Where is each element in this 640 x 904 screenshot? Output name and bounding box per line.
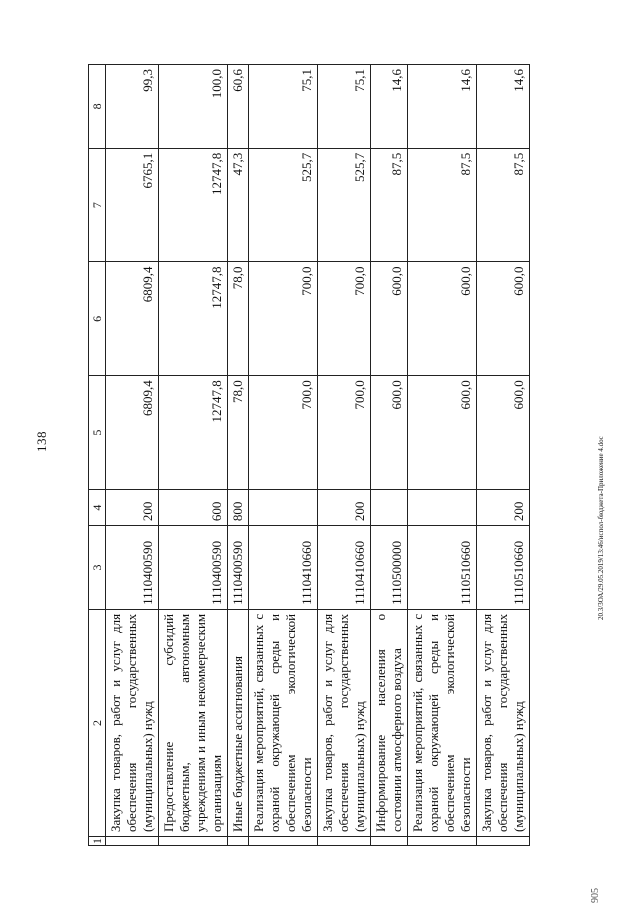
row-value-5: 600,0: [408, 376, 477, 490]
row-value-8: 99,3: [106, 65, 159, 149]
row-value-7: 47,3: [228, 148, 249, 262]
table-row: [371, 65, 408, 846]
row-code: 1110400590: [106, 526, 159, 610]
column-number-row: [89, 65, 106, 846]
column-header: 6: [89, 262, 106, 376]
row-value-7: 525,7: [318, 148, 371, 262]
table-row: [228, 65, 249, 846]
column-header: 1: [90, 838, 104, 844]
budget-execution-table: [88, 64, 530, 846]
column-header: 5: [89, 376, 106, 490]
footer-file-path: 20.3/3ОА/29.05.2019/13:46/испол-бюджета-Приложение 4.doc: [597, 436, 605, 620]
row-kind: [371, 490, 408, 526]
row-name: Реализация мероприятий, связанных с охраной окружающей среды и обеспечением экологической безопасности: [408, 609, 477, 836]
row-value-6: 600,0: [408, 262, 477, 376]
row-name: Реализация мероприятий, связанных с охраной окружающей среды и обеспечением экологической безопасности: [249, 609, 318, 836]
column-header: 3: [89, 526, 106, 610]
row-value-6: 700,0: [249, 262, 318, 376]
row-value-6: 600,0: [371, 262, 408, 376]
table-row: [249, 65, 318, 846]
row-empty-cell: [228, 837, 249, 846]
row-value-6: 700,0: [318, 262, 371, 376]
row-code: 1110400590: [228, 526, 249, 610]
page-number: 138: [34, 431, 49, 452]
row-value-6: 12747,8: [159, 262, 228, 376]
row-value-5: 700,0: [249, 376, 318, 490]
row-empty-cell: [106, 837, 159, 846]
row-value-5: 6809,4: [106, 376, 159, 490]
row-name: Закупка товаров, работ и услуг для обеспечения государственных (муниципальных) нужд: [477, 609, 530, 836]
row-value-8: 14,6: [477, 65, 530, 149]
table-row: [477, 65, 530, 846]
row-empty-cell: [249, 837, 318, 846]
row-code: 1110410660: [318, 526, 371, 610]
row-value-5: 600,0: [477, 376, 530, 490]
row-kind: [408, 490, 477, 526]
row-kind: 800: [228, 490, 249, 526]
row-code: 1110500000: [371, 526, 408, 610]
row-empty-cell: [159, 837, 228, 846]
row-value-5: 78,0: [228, 376, 249, 490]
column-header: 2: [89, 609, 106, 836]
row-value-8: 75,1: [318, 65, 371, 149]
row-value-8: 14,6: [408, 65, 477, 149]
row-name: Иные бюджетные ассигнования: [228, 609, 249, 836]
row-empty-cell: [318, 837, 371, 846]
row-kind: 200: [318, 490, 371, 526]
row-value-7: 87,5: [477, 148, 530, 262]
row-kind: 200: [106, 490, 159, 526]
column-header: 8: [89, 65, 106, 149]
row-empty-cell: [477, 837, 530, 846]
row-code: 1110510660: [408, 526, 477, 610]
rotated-table-wrapper: [88, 64, 530, 846]
row-code: 1110410660: [249, 526, 318, 610]
row-value-5: 700,0: [318, 376, 371, 490]
row-kind: 600: [159, 490, 228, 526]
table-row: [408, 65, 477, 846]
row-value-8: 60,6: [228, 65, 249, 149]
column-header: 4: [89, 490, 106, 526]
row-code: 1110400590: [159, 526, 228, 610]
row-name: Закупка товаров, работ и услуг для обеспечения государственных (муниципальных) нужд: [318, 609, 371, 836]
row-value-7: 12747,8: [159, 148, 228, 262]
table-row: [318, 65, 371, 846]
row-code: 1110510660: [477, 526, 530, 610]
table-row: [106, 65, 159, 846]
row-value-8: 14,6: [371, 65, 408, 149]
row-value-5: 12747,8: [159, 376, 228, 490]
row-name: Информирование населения о состоянии атмосферного воздуха: [371, 609, 408, 836]
row-value-6: 78,0: [228, 262, 249, 376]
row-value-8: 75,1: [249, 65, 318, 149]
row-empty-cell: [408, 837, 477, 846]
row-name: Предоставление субсидий бюджетным, автономным учреждениям и иным некоммерческим организациям: [159, 609, 228, 836]
row-value-8: 100,0: [159, 65, 228, 149]
table-row: [159, 65, 228, 846]
row-value-7: 87,5: [408, 148, 477, 262]
row-value-7: 525,7: [249, 148, 318, 262]
row-kind: 200: [477, 490, 530, 526]
row-empty-cell: [371, 837, 408, 846]
row-name: Закупка товаров, работ и услуг для обеспечения государственных (муниципальных) нужд: [106, 609, 159, 836]
row-value-5: 600,0: [371, 376, 408, 490]
row-value-7: 6765,1: [106, 148, 159, 262]
row-value-7: 87,5: [371, 148, 408, 262]
row-value-6: 600,0: [477, 262, 530, 376]
column-header: 7: [89, 148, 106, 262]
row-kind: [249, 490, 318, 526]
corner-page-mark: 905: [590, 888, 601, 903]
row-value-6: 6809,4: [106, 262, 159, 376]
